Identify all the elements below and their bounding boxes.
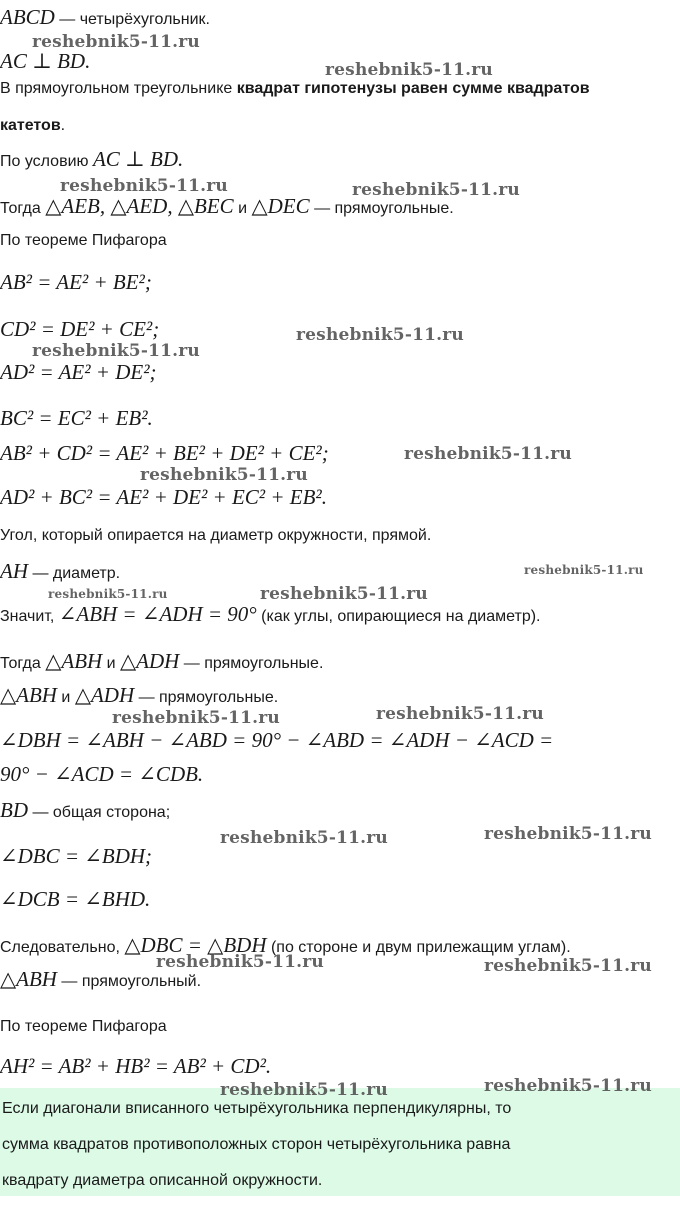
math-expression: △AEB, △AED, △BEC <box>45 194 234 218</box>
math-expression: AC ⊥ BD. <box>0 49 91 73</box>
watermark: reshebnik5-11.ru <box>60 176 228 196</box>
watermark: reshebnik5-11.ru <box>376 704 544 724</box>
text: Тогда <box>0 200 46 217</box>
watermark: reshebnik5-11.ru <box>484 956 652 976</box>
text: По условию <box>0 153 93 170</box>
text-line <box>0 78 680 100</box>
text: (как углы, опирающиеся на диаметр). <box>256 608 541 625</box>
text: По теореме Пифагора <box>0 232 167 249</box>
math-expression: AH² = AB² + HB² = AB² + CD². <box>0 1054 272 1078</box>
watermark: reshebnik5-11.ru <box>112 708 280 728</box>
equation <box>0 888 680 913</box>
equation <box>0 271 680 296</box>
watermark: reshebnik5-11.ru <box>48 587 168 601</box>
math-expression: AB² = AE² + BE²; <box>0 270 152 294</box>
text: Следовательно, <box>0 939 125 956</box>
math-expression: △ABH <box>45 649 103 673</box>
watermark: reshebnik5-11.ru <box>220 1080 388 1100</box>
equation <box>0 442 680 467</box>
text: . <box>60 117 66 134</box>
math-expression: 90° − ∠ACD = ∠CDB. <box>0 762 204 786</box>
watermark: reshebnik5-11.ru <box>524 563 644 577</box>
watermark: reshebnik5-11.ru <box>32 32 200 52</box>
text-line <box>0 195 680 220</box>
text-line <box>0 525 680 547</box>
text-line <box>0 115 680 137</box>
text-line <box>0 650 680 675</box>
equation <box>0 763 680 788</box>
math-expression: △ABH <box>0 967 57 991</box>
watermark: reshebnik5-11.ru <box>260 584 428 604</box>
math-expression: BD <box>0 798 28 822</box>
math-expression: AD² = AE² + DE²; <box>0 360 157 384</box>
text-line <box>0 684 680 709</box>
text: Угол, который опирается на диаметр окружности, прямой. <box>0 527 432 544</box>
text: Значит, <box>0 608 59 625</box>
text: (по стороне и двум прилежащим углам). <box>266 939 571 956</box>
text-line <box>0 230 680 252</box>
watermark: reshebnik5-11.ru <box>140 465 308 485</box>
watermark: reshebnik5-11.ru <box>156 952 324 972</box>
bold-text: катетов <box>0 117 61 134</box>
text: — общая сторона; <box>28 804 171 821</box>
text: Тогда <box>0 655 46 672</box>
conclusion-line: квадрату диаметра описанной окружности. <box>2 1172 323 1189</box>
text: и <box>56 689 75 706</box>
watermark: reshebnik5-11.ru <box>220 828 388 848</box>
text: и <box>233 200 252 217</box>
math-expression: AD² + BC² = AE² + DE² + EC² + EB². <box>0 485 327 509</box>
math-expression: ∠DBC = ∠BDH; <box>0 844 153 868</box>
math-expression: AH <box>0 559 28 583</box>
math-expression: △DEC <box>251 194 310 218</box>
text: — прямоугольные. <box>134 689 279 706</box>
watermark: reshebnik5-11.ru <box>484 824 652 844</box>
equation <box>0 486 680 511</box>
text: В прямоугольном треугольнике <box>0 80 237 97</box>
text: — диаметр. <box>28 565 121 582</box>
text-line <box>0 1016 680 1038</box>
text: По теореме Пифагора <box>0 1018 167 1035</box>
watermark: reshebnik5-11.ru <box>296 325 464 345</box>
conclusion-line: сумма квадратов противоположных сторон четырёхугольника равна <box>2 1136 511 1153</box>
math-expression: △ABH <box>0 683 57 707</box>
equation <box>0 845 680 870</box>
math-expression: ∠DCB = ∠BHD. <box>0 887 151 911</box>
conclusion-box <box>0 1088 680 1196</box>
math-expression: CD² = DE² + CE²; <box>0 317 160 341</box>
text: — прямоугольный. <box>56 973 202 990</box>
watermark: reshebnik5-11.ru <box>404 444 572 464</box>
text-line <box>0 148 680 173</box>
math-expression: AC ⊥ BD. <box>92 147 184 171</box>
math-expression: ABCD <box>0 5 55 29</box>
equation <box>0 407 680 432</box>
equation <box>0 729 680 754</box>
text-line <box>0 603 680 628</box>
math-expression: BC² = EC² + EB². <box>0 406 153 430</box>
math-expression: △ADH <box>74 683 135 707</box>
equation <box>0 361 680 386</box>
math-expression: AB² + CD² = AE² + BE² + DE² + CE²; <box>0 441 329 465</box>
conclusion-line: Если диагонали вписанного четырёхугольника перпендикулярны, то <box>2 1100 512 1117</box>
watermark: reshebnik5-11.ru <box>325 60 493 80</box>
math-expression: △DBC = △BDH <box>124 933 267 957</box>
math-expression: △ADH <box>120 649 180 673</box>
watermark: reshebnik5-11.ru <box>484 1076 652 1096</box>
text-line <box>0 6 680 31</box>
math-expression: ∠ABH = ∠ADH = 90° <box>58 602 257 626</box>
math-expression: ∠DBH = ∠ABH − ∠ABD = 90° − ∠ABD = ∠ADH − ∠ACD = <box>0 728 554 752</box>
text: и <box>102 655 121 672</box>
text: — прямоугольные. <box>309 200 454 217</box>
text: — прямоугольные. <box>179 655 324 672</box>
watermark: reshebnik5-11.ru <box>352 180 520 200</box>
text: — четырёхугольник. <box>54 11 210 28</box>
bold-text: квадрат гипотенузы равен сумме квадратов <box>236 80 590 97</box>
text-line <box>0 799 680 824</box>
watermark: reshebnik5-11.ru <box>32 341 200 361</box>
